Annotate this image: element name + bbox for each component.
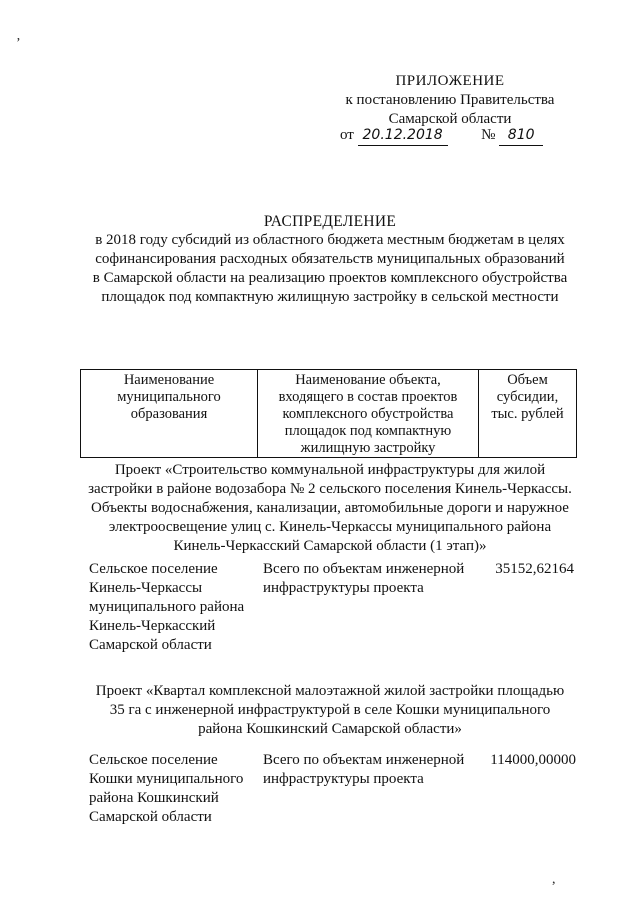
project-1-object: Всего по объектам инженерной инфраструктуры проекта — [263, 561, 465, 596]
column-header-municipality: Наименование муниципального образования — [81, 370, 258, 458]
column-header-amount: Объем субсидии, тыс. рублей — [479, 370, 577, 458]
title-line: в 2018 году субсидий из областного бюджета местным бюджетам в целях — [95, 232, 565, 248]
project-2-object: Всего по объектам инженерной инфраструктуры проекта — [263, 752, 465, 787]
top-margin-mark: ’ — [16, 36, 21, 51]
column-header-object: Наименование объекта, входящего в состав проектов комплексного обустройства площадок под компактную жилищную застройку — [258, 370, 479, 458]
title-heading: РАСПРЕДЕЛЕНИЕ — [263, 213, 397, 230]
project-2-title: Проект «Квартал комплексной малоэтажной жилой застройки площадью 35 га с инженерной инфраструктурой в селе Кошки муниципального района Кошкинский Самарской области» — [95, 683, 565, 737]
bottom-margin-mark: , — [552, 872, 556, 887]
decree-date-number — [340, 126, 560, 146]
appendix-title: ПРИЛОЖЕНИЕ — [395, 73, 505, 89]
document-title — [70, 212, 590, 307]
column-header-table — [80, 369, 577, 458]
title-line: площадок под компактную жилищную застройку в сельской местности — [101, 289, 559, 305]
project-2-amount: 114000,00000 — [490, 752, 576, 768]
title-line: в Самарской области на реализацию проектов комплексного обустройства — [92, 270, 568, 286]
number-label: № — [481, 127, 496, 143]
appendix-region: Самарской области — [388, 111, 512, 127]
decree-number: 810 — [499, 126, 543, 146]
appendix-subtitle: к постановлению Правительства — [345, 92, 555, 108]
project-1-municipality: Сельское поселение Кинель-Черкассы муниципального района Кинель-Черкасский Самарской области — [89, 561, 245, 653]
decree-date: 20.12.2018 — [358, 126, 448, 146]
from-label: от — [340, 127, 354, 143]
project-2-municipality: Сельское поселение Кошки муниципального района Кошкинский Самарской области — [89, 752, 244, 825]
title-line: софинансирования расходных обязательств муниципальных образований — [95, 251, 565, 267]
project-1-title: Проект «Строительство коммунальной инфраструктуры для жилой застройки в районе водозабора № 2 сельского поселения Кинель-Черкассы. Объекты водоснабжения, канализации, автомобильные дороги и наружное электроосвещение улиц с. Кинель-Черкассы муниципального района Кинель-Черкасский Самарской области (1 этап)» — [88, 462, 572, 554]
appendix-header — [340, 72, 560, 129]
project-1-amount: 35152,62164 — [495, 561, 574, 577]
